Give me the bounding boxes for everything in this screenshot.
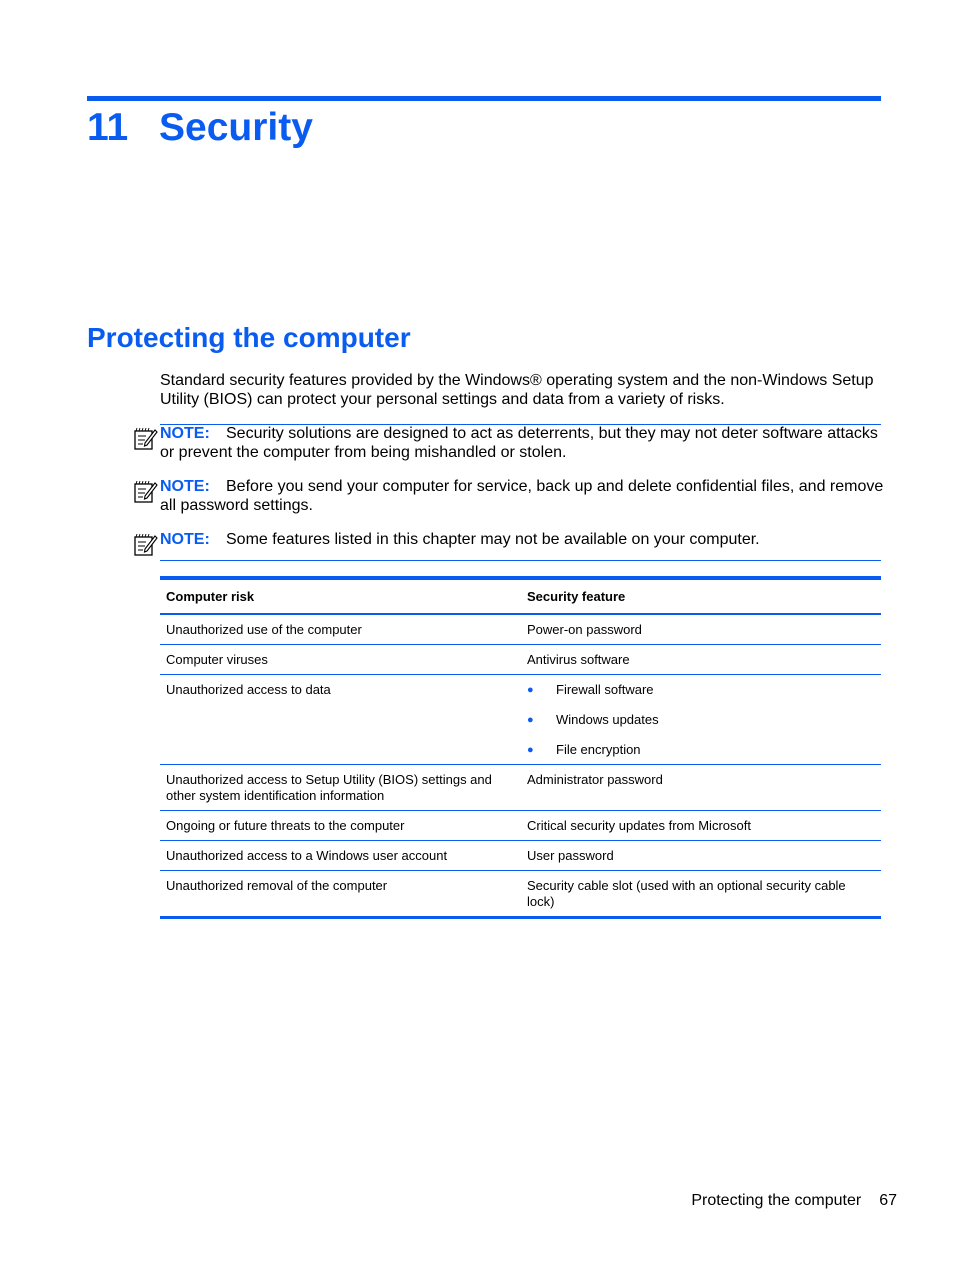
column-header-risk: Computer risk <box>160 578 521 614</box>
column-header-feature: Security feature <box>521 578 881 614</box>
feature-cell: Security cable slot (used with an optional security cable lock) <box>527 878 846 909</box>
note-2 <box>134 477 884 515</box>
chapter-number: 11 <box>87 106 129 149</box>
feature-cell: Power-on password <box>521 614 881 645</box>
page-number: 67 <box>879 1192 897 1209</box>
list-item <box>527 742 875 758</box>
risk-cell: Unauthorized access to a Windows user account <box>160 841 521 871</box>
note-label: NOTE: <box>160 478 210 495</box>
risk-cell: Computer viruses <box>160 645 521 675</box>
list-item <box>527 682 875 698</box>
section-title: Protecting the computer <box>87 322 411 353</box>
notes-bottom-rule <box>160 560 881 561</box>
risk-table <box>160 576 881 919</box>
risk-cell: Ongoing or future threats to the computer <box>160 811 521 841</box>
risk-cell: Unauthorized removal of the computer <box>166 878 388 893</box>
note-text <box>160 424 884 462</box>
note-text <box>160 530 884 549</box>
bullet-icon: ● <box>527 684 534 696</box>
chapter-title <box>87 106 313 150</box>
table-row <box>160 841 881 871</box>
feature-cell: User password <box>521 841 881 871</box>
note-text <box>160 477 884 515</box>
note-body: Some features listed in this chapter may not be available on your computer. <box>226 531 760 548</box>
feature-list <box>527 682 875 758</box>
list-item-text: File encryption <box>556 742 641 757</box>
note-1 <box>134 424 884 462</box>
table-row <box>160 614 881 645</box>
note-pencil-icon <box>134 480 158 504</box>
list-item-text: Windows updates <box>556 712 659 727</box>
feature-cell <box>521 675 881 765</box>
note-body: Before you send your computer for service, back up and delete confidential files, and remove all password settings. <box>160 478 884 514</box>
intro-paragraph: Standard security features provided by the Windows® operating system and the non-Windows Setup Utility (BIOS) can protect your personal settings and data from a variety of risks. <box>160 372 874 408</box>
feature-cell: Critical security updates from Microsoft <box>521 811 881 841</box>
list-item <box>527 712 875 728</box>
chapter-name: Security <box>159 106 313 149</box>
risk-cell: Unauthorized access to data <box>160 675 521 765</box>
note-pencil-icon <box>134 533 158 557</box>
table-row <box>160 871 881 918</box>
note-label: NOTE: <box>160 425 210 442</box>
feature-cell: Administrator password <box>521 765 881 811</box>
list-item-text: Firewall software <box>556 682 654 697</box>
table-header-row <box>160 578 881 614</box>
table-row <box>160 645 881 675</box>
risk-cell: Unauthorized use of the computer <box>160 614 521 645</box>
chapter-rule <box>87 96 881 101</box>
note-label: NOTE: <box>160 531 210 548</box>
table-row <box>160 811 881 841</box>
bullet-icon: ● <box>527 714 534 726</box>
footer-section-title: Protecting the computer <box>691 1192 862 1209</box>
note-body: Security solutions are designed to act as deterrents, but they may not deter software attacks or prevent the computer from being mishandled or stolen. <box>160 425 878 461</box>
page-footer <box>600 1192 897 1210</box>
feature-cell: Antivirus software <box>521 645 881 675</box>
risk-cell: Unauthorized access to Setup Utility (BIOS) settings and other system identification information <box>160 765 521 811</box>
bullet-icon: ● <box>527 744 534 756</box>
table-row <box>160 675 881 765</box>
note-pencil-icon <box>134 427 158 451</box>
note-3 <box>134 530 884 549</box>
table-row <box>160 765 881 811</box>
